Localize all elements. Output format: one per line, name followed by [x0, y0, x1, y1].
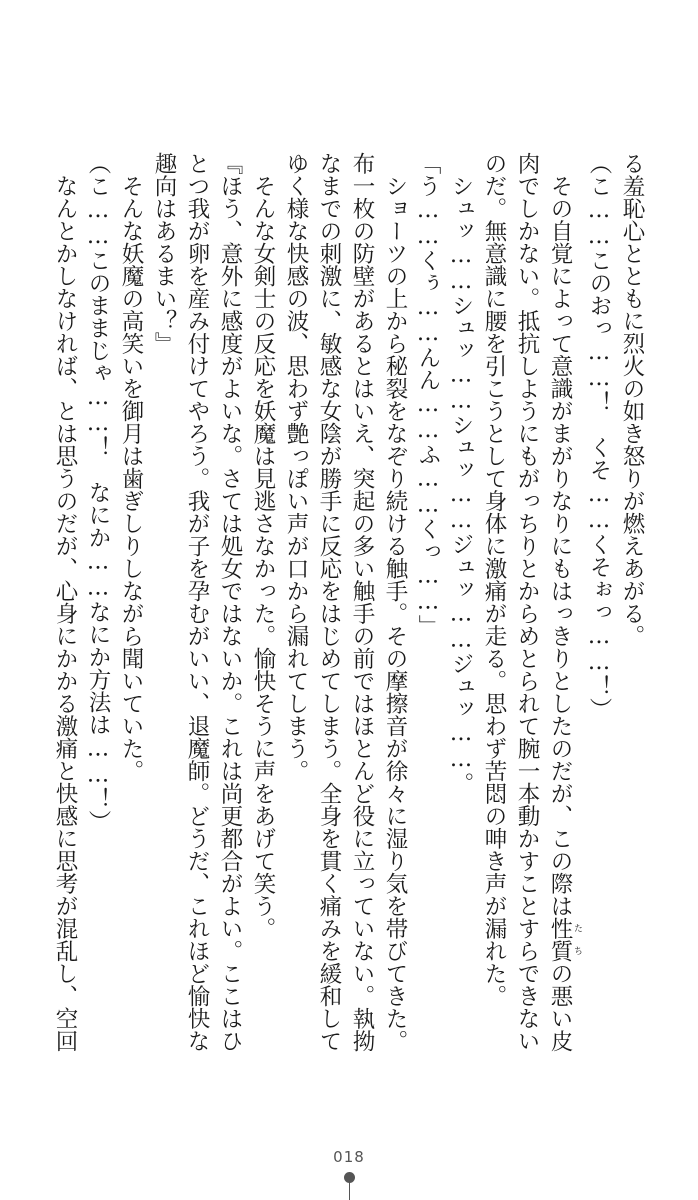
text-line: る羞恥心とともに烈火の如き怒りが燃えあがる。: [619, 152, 645, 647]
ruby-annotation: [547, 917, 582, 962]
text-line: とつ我が卵を産み付けてやろう。我が子を孕むがいい、退魔師。どうだ、これほど愉快な: [184, 152, 210, 1052]
text-line: ゆく様な快感の波、思わず艶っぽい声が口から漏れてしまう。: [283, 152, 309, 782]
text-line-segment: その自覚によって意識がまがりなりにもはっきりとしたのだが、この際は: [547, 152, 573, 917]
folio-line: [349, 1172, 350, 1200]
page-number: 018: [333, 1148, 365, 1166]
text-line: そんな妖魔の高笑いを御月は歯ぎしりしながら聞いていた。: [118, 152, 144, 782]
text-line: なんとかしなければ、とは思うのだが、心身にかかる激痛と快感に思考が混乱し、空回: [52, 152, 78, 1052]
text-line: 肉でしかない。抵抗しようにもがっちりとからめとられて腕一本動かすことすらできない: [514, 152, 540, 1052]
ruby-reading: たち: [572, 917, 582, 962]
text-line: （こ……このおっ……！ くそ……くそぉっ……！）: [586, 152, 612, 720]
text-line-segment: の悪い皮: [547, 962, 573, 1052]
text-line: なまでの刺激に、敏感な女陰が勝手に反応をはじめてしまう。全身を貫く痛みを緩和して: [316, 152, 342, 1052]
text-line: シュッ……シュッ……シュッ……ジュッ……ジュッ……。: [448, 152, 474, 795]
text-line: のだ。無意識に腰を引こうとして身体に激痛が走る。思わず苦悶の呻き声が漏れた。: [481, 152, 507, 1007]
text-line: （こ……このままじゃ……！ なにか……なにか方法は……！）: [85, 152, 111, 833]
text-line: 『ほう、意外に感度がよいな。さては処女ではないか。これは尚更都合がよい。ここはひ: [217, 152, 243, 1052]
text-line: そんな女剣士の反応を妖魔は見逃さなかった。愉快そうに声をあげて笑う。: [250, 152, 276, 940]
vertical-text-block: [48, 152, 648, 1052]
ruby-base: 性質: [547, 917, 573, 962]
text-line: ショーツの上から秘裂をなぞり続ける触手。その摩擦音が徐々に湿り気を帯びてきた。: [382, 152, 408, 1052]
text-line: 「う……くぅ……んん……ふ……くっ……」: [415, 152, 441, 637]
text-line: [543, 152, 582, 1052]
text-line: 布一枚の防壁があるとはいえ、突起の多い触手の前ではほとんど役に立っていない。執拗: [349, 152, 375, 1052]
text-line: 趣向はあるまい？』: [151, 152, 177, 355]
